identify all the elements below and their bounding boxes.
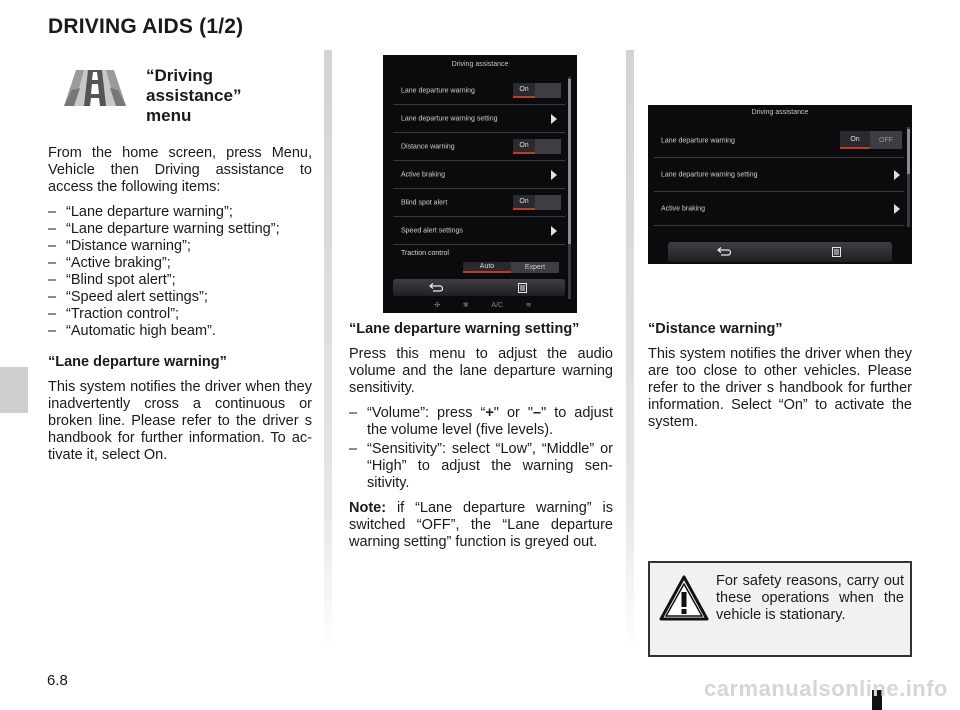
expert-option[interactable]: Expert bbox=[511, 262, 559, 273]
back-button[interactable] bbox=[668, 242, 780, 262]
scrollbar-thumb[interactable] bbox=[907, 129, 910, 174]
scrollbar-thumb[interactable] bbox=[568, 79, 571, 244]
column-separator bbox=[324, 50, 332, 650]
options-menu-button[interactable] bbox=[780, 242, 892, 262]
setting-row-lane-departure-warning[interactable]: Lane departure warning On OFF bbox=[654, 125, 904, 158]
fan-icon[interactable]: ✣ bbox=[434, 302, 441, 309]
back-arrow-icon bbox=[429, 283, 443, 293]
middle-column bbox=[349, 321, 613, 559]
note-text: Note: if “Lane departure warning” is switched “OFF”, the “Lane departure warning setting” function is greyed out. bbox=[349, 500, 613, 550]
back-button[interactable] bbox=[393, 279, 479, 296]
airflow-icon[interactable]: ≋ bbox=[525, 302, 532, 309]
screen-bottom-bar bbox=[668, 242, 892, 262]
setting-row-lane-departure-warning-setting[interactable]: Lane departure warning setting bbox=[654, 158, 904, 192]
list-menu-icon bbox=[518, 283, 527, 293]
setting-row-distance-warning[interactable]: Distance warning On bbox=[393, 133, 565, 161]
list-item: – “Speed alert settings”; bbox=[48, 289, 312, 306]
list-item: – “Automatic high beam”. bbox=[48, 323, 312, 340]
back-arrow-icon bbox=[717, 247, 731, 257]
traction-control-selector[interactable] bbox=[463, 262, 559, 273]
list-item: – “Lane departure warning”; bbox=[48, 204, 312, 221]
on-toggle[interactable]: On bbox=[513, 139, 535, 154]
setting-row-active-braking[interactable]: Active braking bbox=[393, 161, 565, 189]
page-title: DRIVING AIDS (1/2) bbox=[48, 15, 244, 38]
driving-assistance-screen-2 bbox=[648, 105, 912, 264]
on-toggle[interactable]: On bbox=[513, 195, 535, 210]
chevron-right-icon bbox=[551, 170, 557, 180]
list-item: – “Lane departure warning setting”; bbox=[48, 221, 312, 238]
screen-bottom-bar bbox=[393, 279, 565, 296]
section-heading: “Lane departure warning setting” bbox=[349, 321, 580, 337]
sensitivity-item: – “Sensitivity”: select “Low”, “Middle” or “High” to adjust the warning sen-sitivity. bbox=[349, 441, 613, 492]
on-toggle[interactable]: On bbox=[513, 83, 535, 98]
off-toggle[interactable] bbox=[535, 139, 561, 154]
driving-assistance-screen bbox=[383, 55, 577, 313]
chapter-tab bbox=[0, 367, 28, 413]
auto-option[interactable]: Auto bbox=[463, 262, 511, 273]
section-heading: “Distance warning” bbox=[648, 321, 783, 337]
list-item: – “Distance warning”; bbox=[48, 238, 312, 255]
list-menu-icon bbox=[832, 247, 841, 257]
warning-text: For safety reasons, carry out these operations when the vehicle is stationary. bbox=[716, 573, 904, 623]
screen-title: Driving assistance bbox=[751, 109, 809, 116]
section-heading: “Lane departure warning” bbox=[48, 354, 227, 370]
off-toggle[interactable] bbox=[535, 195, 561, 210]
ac-label[interactable]: A/C bbox=[491, 301, 504, 309]
chevron-right-icon bbox=[551, 114, 557, 124]
menu-heading: “Driving assistance” menu bbox=[146, 66, 242, 125]
chevron-right-icon bbox=[551, 226, 557, 236]
left-column bbox=[48, 145, 312, 472]
list-item: – “Traction control”; bbox=[48, 306, 312, 323]
options-menu-button[interactable] bbox=[479, 279, 565, 296]
chevron-right-icon bbox=[894, 170, 900, 180]
right-column bbox=[648, 321, 912, 439]
setting-row-traction-control[interactable]: Traction control Auto Expert bbox=[393, 245, 565, 275]
safety-warning-box bbox=[648, 561, 912, 657]
menu-items-list bbox=[48, 204, 312, 340]
intro-text: Press this menu to adjust the audio volume and the lane departure warning sensitivity. bbox=[349, 346, 613, 396]
on-toggle[interactable]: On bbox=[840, 131, 870, 149]
driving-assistance-road-icon bbox=[60, 68, 130, 108]
screen-title: Driving assistance bbox=[451, 61, 509, 68]
footer-watermark: carmanualsonline.info bbox=[704, 676, 948, 701]
warning-triangle-icon bbox=[659, 575, 709, 621]
off-toggle[interactable] bbox=[535, 83, 561, 98]
setting-row-lane-departure-warning-setting[interactable]: Lane departure warning setting bbox=[393, 105, 565, 133]
setting-row-active-braking[interactable]: Active braking bbox=[654, 192, 904, 226]
intro-text: From the home screen, press Menu, Vehicle then Driving assistance to access the following items: bbox=[48, 145, 312, 195]
volume-item: – “Volume”: press “+" or "–" to adjust the volume level (five levels). bbox=[349, 405, 613, 439]
setting-row-blind-spot-alert[interactable]: Blind spot alert On bbox=[393, 189, 565, 217]
climate-bar bbox=[423, 299, 543, 311]
column-separator bbox=[626, 50, 634, 650]
ventilation-icon[interactable]: ✻ bbox=[462, 302, 469, 309]
list-item: – “Blind spot alert”; bbox=[48, 272, 312, 289]
page-number: 6.8 bbox=[47, 672, 68, 689]
off-toggle[interactable]: OFF bbox=[870, 131, 902, 149]
chevron-right-icon bbox=[894, 204, 900, 214]
setting-row-lane-departure-warning[interactable]: Lane departure warning On bbox=[393, 77, 565, 105]
settings-list bbox=[349, 405, 613, 492]
setting-row-speed-alert-settings[interactable]: Speed alert settings bbox=[393, 217, 565, 245]
section-text: This system notifies the driver when they are too close to other vehicles. Please refer to the driver s handbook for further information. Select “On” to activate the system. bbox=[648, 346, 912, 430]
list-item: – “Active braking”; bbox=[48, 255, 312, 272]
section-text: This system notifies the driver when they inadvertently cross a continuous or broken line. Please refer to the driver s handbook for further information. To ac-tivate it, select On. bbox=[48, 379, 312, 463]
